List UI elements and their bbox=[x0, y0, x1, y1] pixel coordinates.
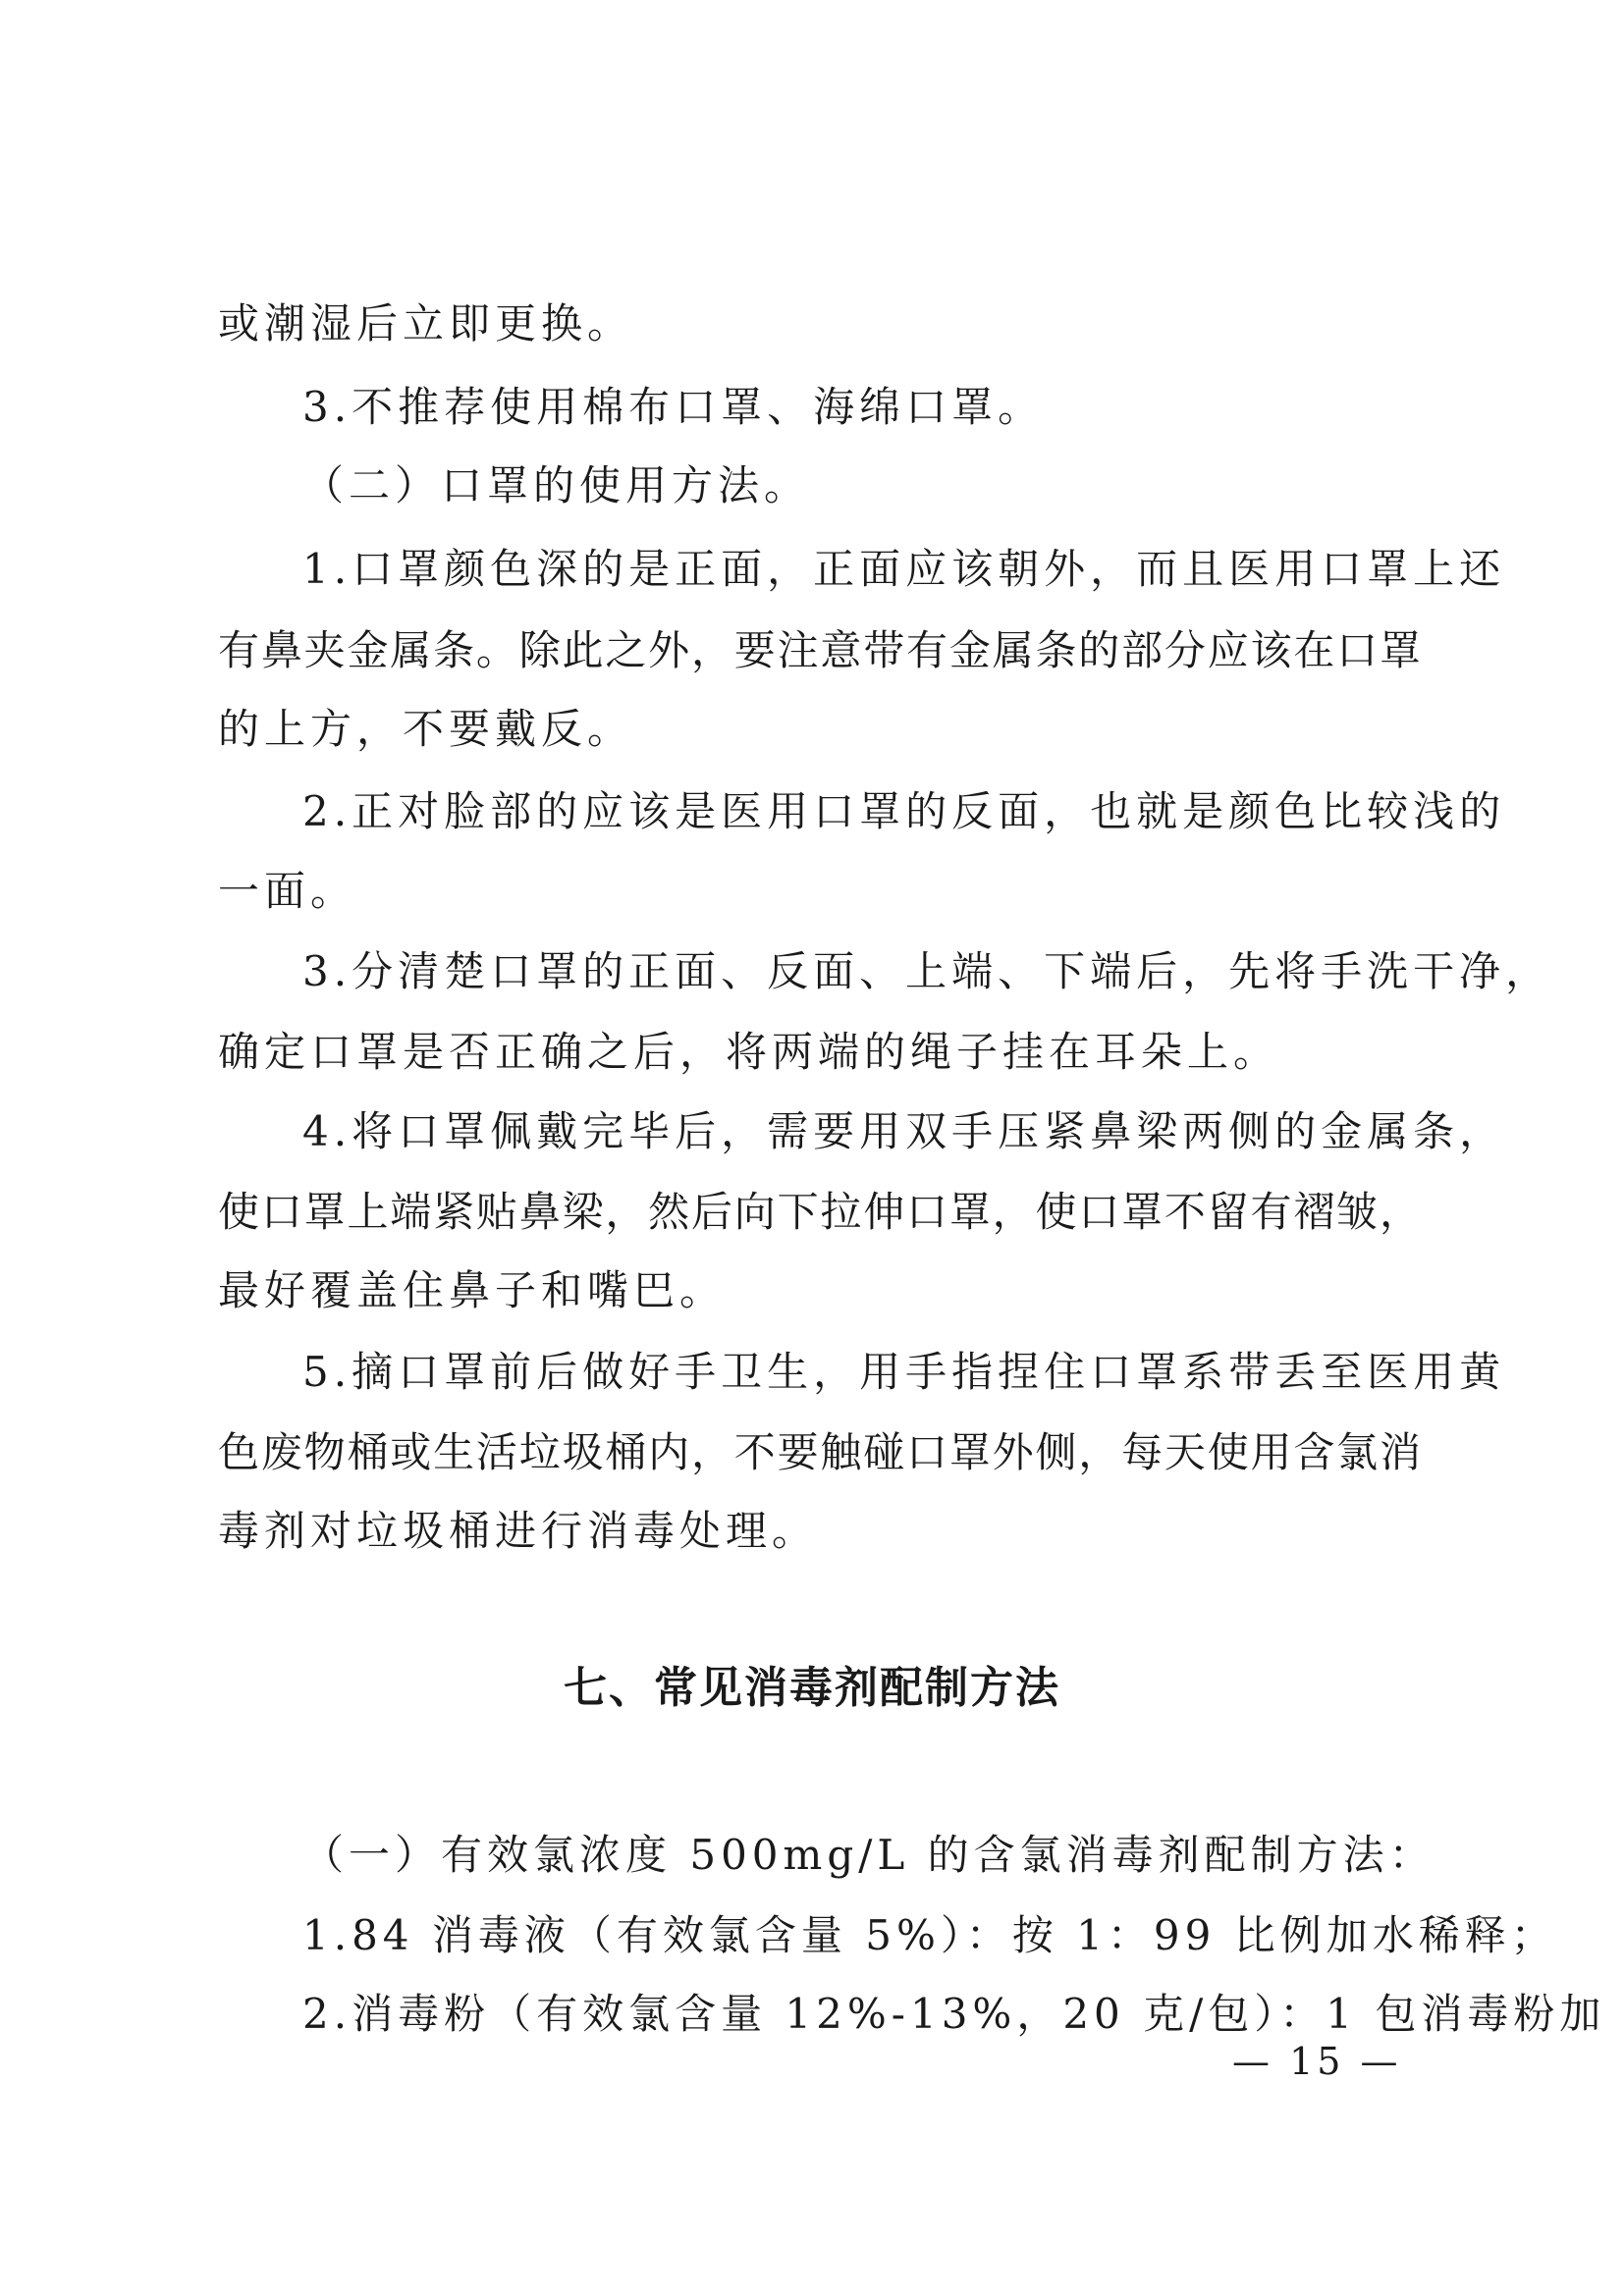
paragraph-line: 3.不推荐使用棉布口罩、海绵口罩。 bbox=[302, 383, 1045, 431]
paragraph-line: 或潮湿后立即更换。 bbox=[218, 299, 634, 347]
paragraph-line: 1.口罩颜色深的是正面，正面应该朝外，而且医用口罩上还 bbox=[302, 545, 1506, 593]
paragraph-line: 确定口罩是否正确之后，将两端的绳子挂在耳朵上。 bbox=[218, 1028, 1280, 1076]
paragraph-line: 有鼻夹金属条。除此之外，要注意带有金属条的部分应该在口罩 bbox=[218, 626, 1421, 674]
paragraph-line: 4.将口罩佩戴完毕后，需要用双手压紧鼻梁两侧的金属条， bbox=[302, 1107, 1506, 1155]
paragraph-line: 毒剂对垃圾桶进行消毒处理。 bbox=[218, 1507, 819, 1555]
paragraph-line: 3.分清楚口罩的正面、反面、上端、下端后，先将手洗干净， bbox=[302, 947, 1552, 995]
page-number: — 15 — bbox=[1232, 2040, 1402, 2083]
paragraph-line: 2.正对脸部的应该是医用口罩的反面，也就是颜色比较浅的 bbox=[302, 787, 1506, 835]
paragraph-line: （二）口罩的使用方法。 bbox=[302, 461, 811, 509]
section-line: （一）有效氯浓度 500mg/L 的含氯消毒剂配制方法： bbox=[302, 1831, 1435, 1879]
paragraph-line: 最好覆盖住鼻子和嘴巴。 bbox=[218, 1266, 727, 1314]
paragraph-line: 的上方，不要戴反。 bbox=[218, 705, 634, 753]
section-line: 1.84 消毒液（有效氯含量 5%）：按 1：99 比例加水稀释； bbox=[302, 1911, 1557, 1959]
paragraph-line: 5.摘口罩前后做好手卫生，用手指捏住口罩系带丢至医用黄 bbox=[302, 1348, 1506, 1396]
section-heading: 七、常见消毒剂配制方法 bbox=[564, 1663, 1060, 1713]
paragraph-line: 使口罩上端紧贴鼻梁，然后向下拉伸口罩，使口罩不留有褶皱， bbox=[218, 1188, 1421, 1236]
paragraph-line: 色废物桶或生活垃圾桶内，不要触碰口罩外侧，每天使用含氯消 bbox=[218, 1428, 1421, 1476]
paragraph-line: 一面。 bbox=[218, 867, 357, 915]
section-line: 2.消毒粉（有效氯含量 12%-13%，20 克/包）：1 包消毒粉加 bbox=[302, 1990, 1606, 2038]
